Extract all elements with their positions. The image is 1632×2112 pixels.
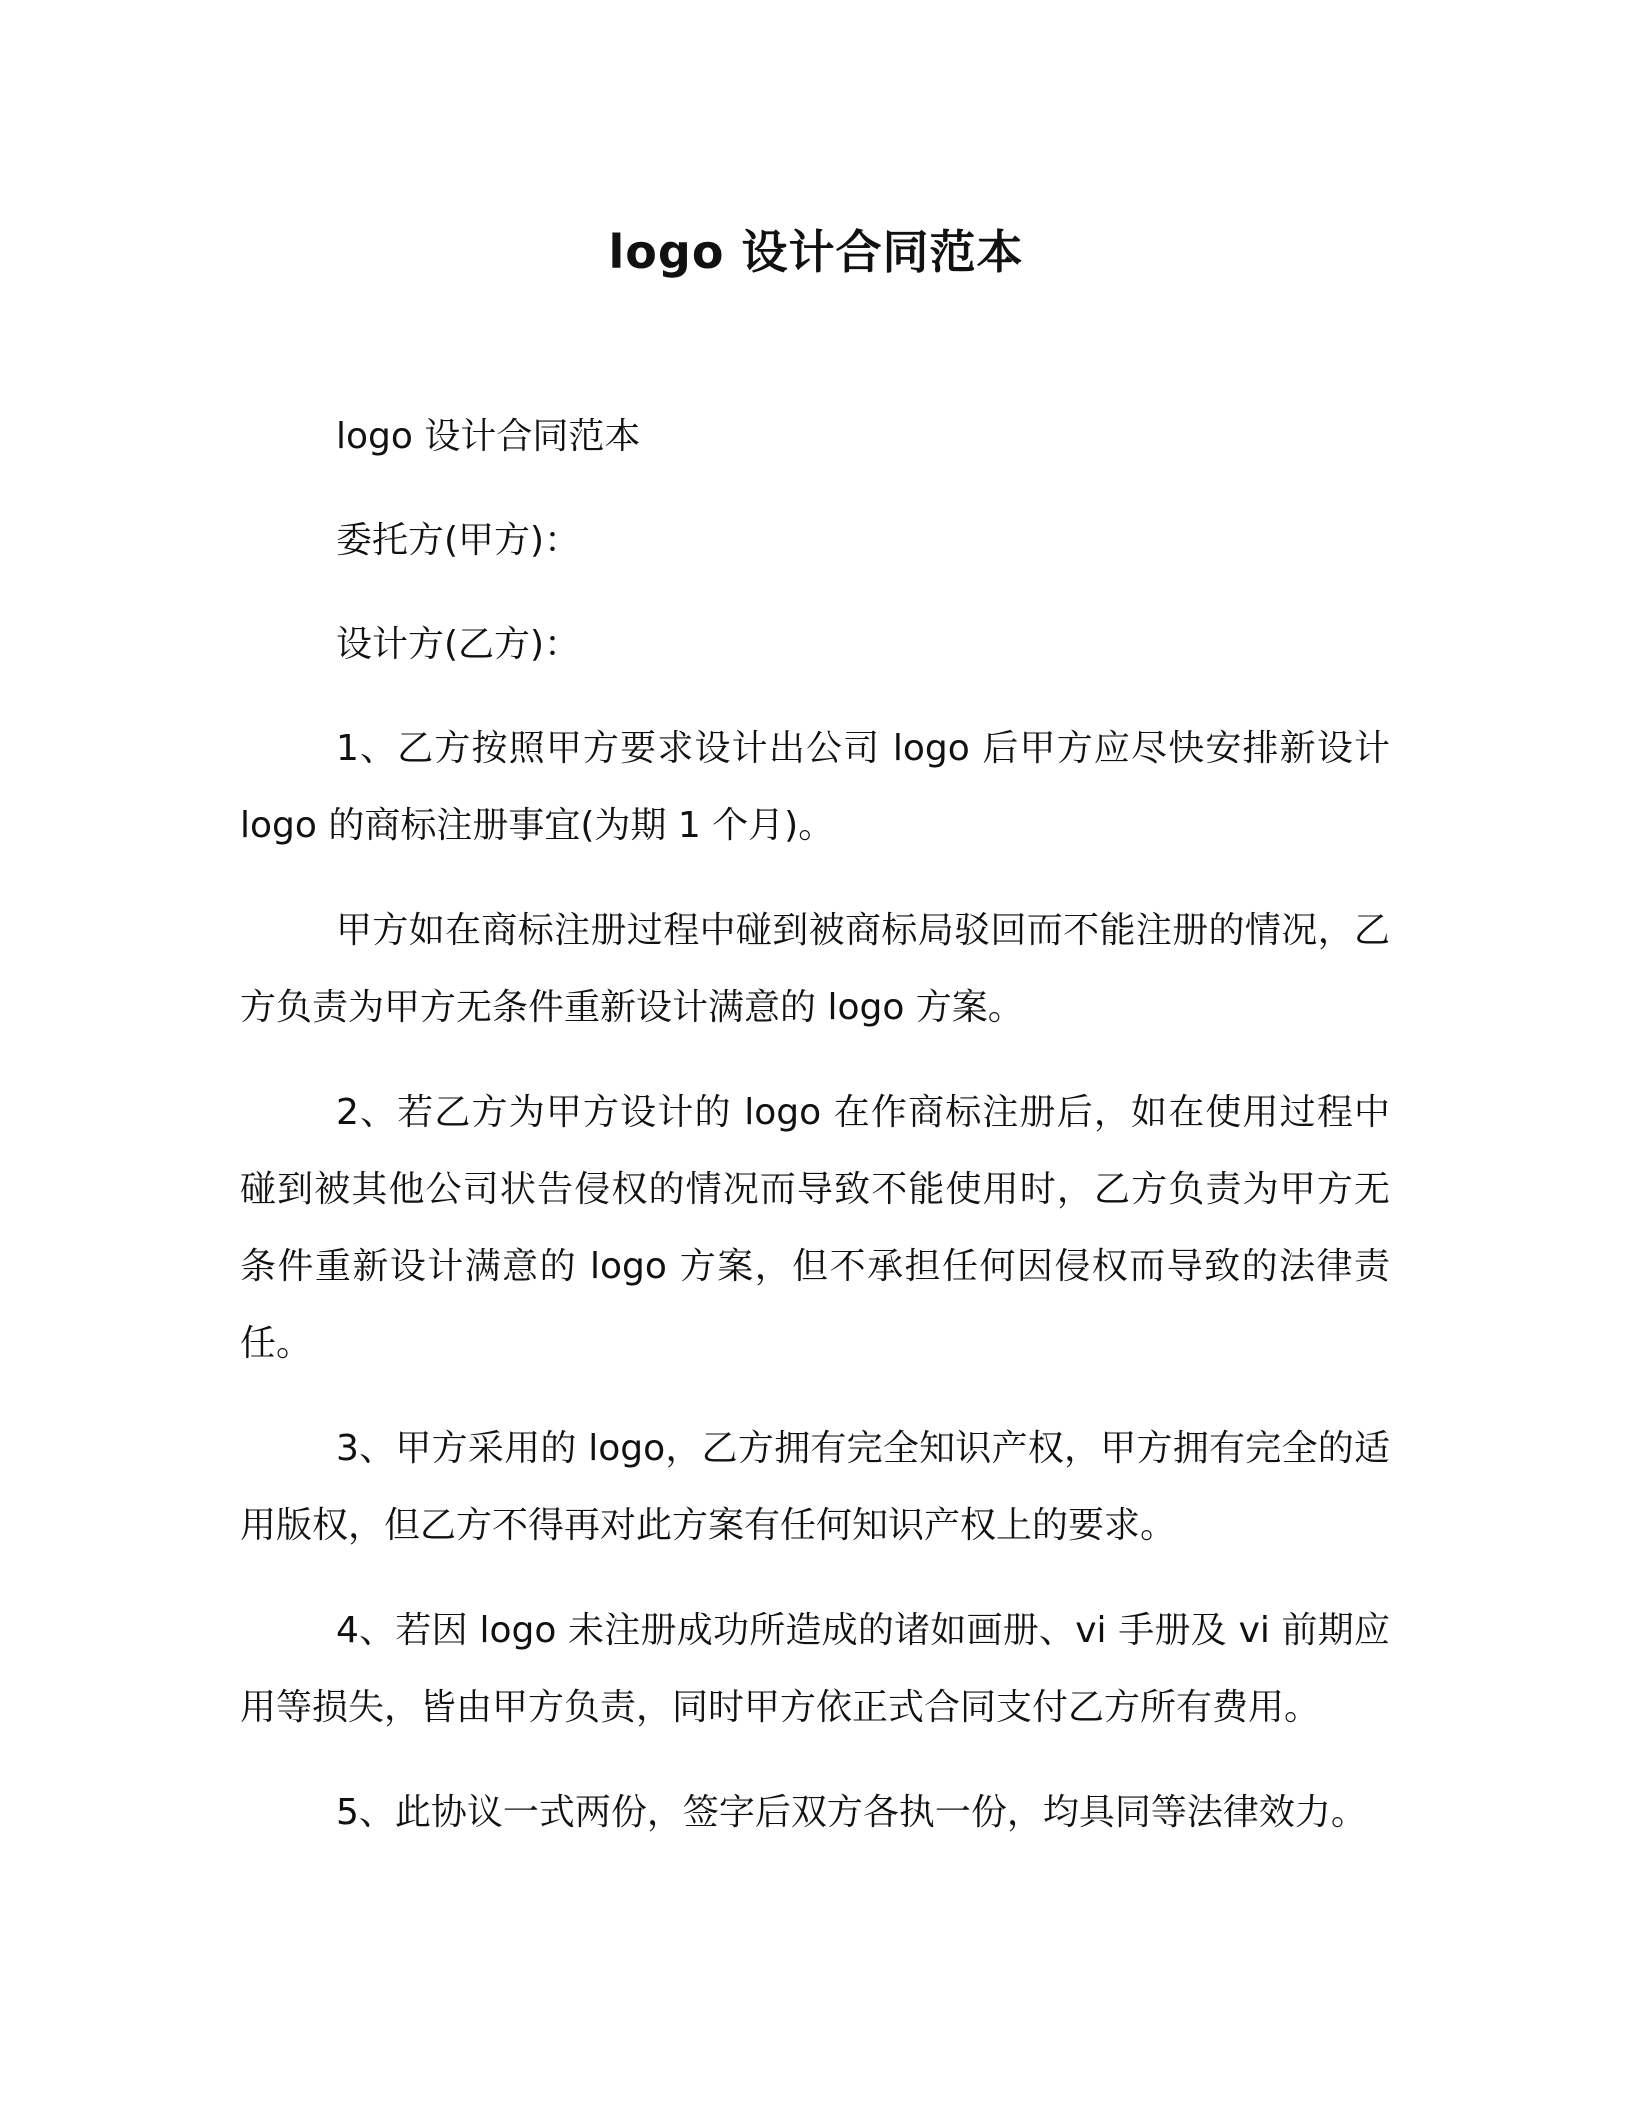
paragraph-heading: logo 设计合同范本: [336, 416, 641, 457]
document-title: logo 设计合同范本: [608, 225, 1024, 279]
paragraph-clause-5: 5、此协议一式两份，签字后双方各执一份，均具同等法律效力。: [336, 1792, 1367, 1833]
paragraph-clause-3: 3、甲方采用的 logo，乙方拥有完全知识产权，甲方拥有完全的适用版权，但乙方不得再对此方案有任何知识产权上的要求。: [240, 1428, 1390, 1546]
paragraph-clause-4: 4、若因 logo 未注册成功所造成的诸如画册、vi 手册及 vi 前期应用等损失，皆由甲方负责，同时甲方依正式合同支付乙方所有费用。: [240, 1610, 1390, 1728]
document-body: [240, 398, 1390, 1879]
paragraph-designer: 设计方(乙方)：: [336, 624, 581, 665]
paragraph-clause-1: 1、乙方按照甲方要求设计出公司 logo 后甲方应尽快安排新设计 logo 的商标注册事宜(为期 1 个月)。: [240, 728, 1390, 846]
paragraph-client: 委托方(甲方)：: [336, 520, 581, 561]
paragraph-clause-2: 2、若乙方为甲方设计的 logo 在作商标注册后，如在使用过程中碰到被其他公司状告侵权的情况而导致不能使用时，乙方负责为甲方无条件重新设计满意的 logo 方案，但不承担任何因侵权而导致的法律责任。: [240, 1092, 1390, 1364]
paragraph-clause-1-note: 甲方如在商标注册过程中碰到被商标局驳回而不能注册的情况，乙方负责为甲方无条件重新设计满意的 logo 方案。: [240, 910, 1390, 1028]
